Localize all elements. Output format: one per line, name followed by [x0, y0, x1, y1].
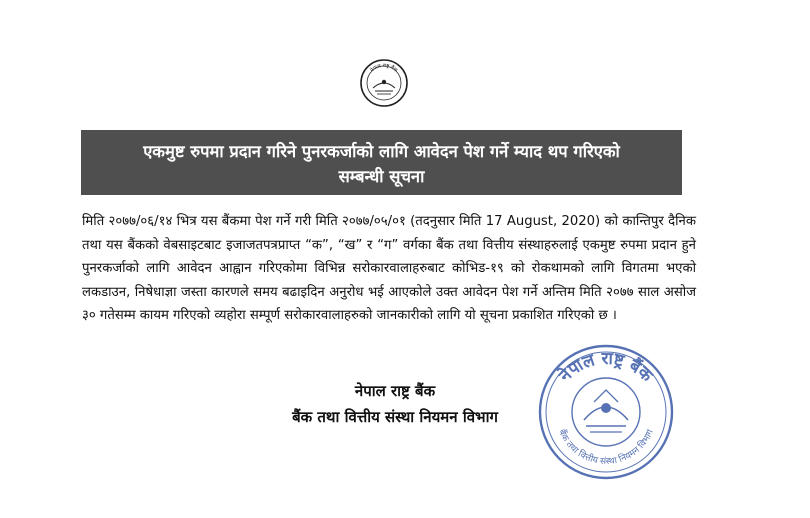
notice-title-line-2: सम्बन्धी सूचना	[338, 167, 425, 186]
signature-department-name: बैंक तथा वित्तीय संस्था नियमन विभाग	[292, 408, 498, 426]
svg-text:बैंक तथा वित्तीय संस्था नियमन: बैंक तथा वित्तीय संस्था नियमन विभाग	[556, 428, 656, 468]
svg-text:नेपाल राष्ट्र बैंक: नेपाल राष्ट्र बैंक	[369, 62, 399, 74]
official-stamp	[536, 342, 676, 482]
bank-emblem-logo	[359, 58, 409, 108]
notice-title-line-1: एकमुष्ट रुपमा प्रदान गरिने पुनरकर्जाको लागि आवेदन पेश गर्ने म्याद थप गरिएको	[143, 142, 620, 161]
notice-title-banner	[81, 130, 682, 195]
signature-bank-name: नेपाल राष्ट्र बैंक	[354, 382, 436, 400]
notice-body-paragraph: मिति २०७७/०६/१४ भित्र यस बैंकमा पेश गर्ने गरी मिति २०७७/०५/०१ (तदनुसार मिति 17 August, 2020) को कान्तिपुर दैनिक तथा यस बैंकको वेबसाइटबाट इजाजतपत्रप्राप्त “क”, “ख” र “ग” वर्गका बैंक तथा वित्तीय संस्थाहरुलाई एकमुष्ट रुपमा प्रदान हुने पुनरकर्जाको लागि आवेदन आह्वान गरिएकोमा विभिन्न सरोकारवालाहरुबाट कोभिड-१९ को रोकथामको लागि विगतमा भएको लकडाउन, निषेधाज्ञा जस्ता कारणले समय बढाइदिन अनुरोध भई आएकोले उक्त आवेदन पेश गर्ने अन्तिम मिति २०७७ साल असोज ३० गतेसम्म कायम गरिएको व्यहोरा सम्पूर्ण सरोकारवालाहरुको जानकारीको लागि यो सूचना प्रकाशित गरिएको छ ।	[82, 214, 696, 323]
svg-text:नेपाल राष्ट्र बैंक: नेपाल राष्ट्र बैंक	[555, 348, 657, 387]
signature-block	[250, 378, 540, 430]
